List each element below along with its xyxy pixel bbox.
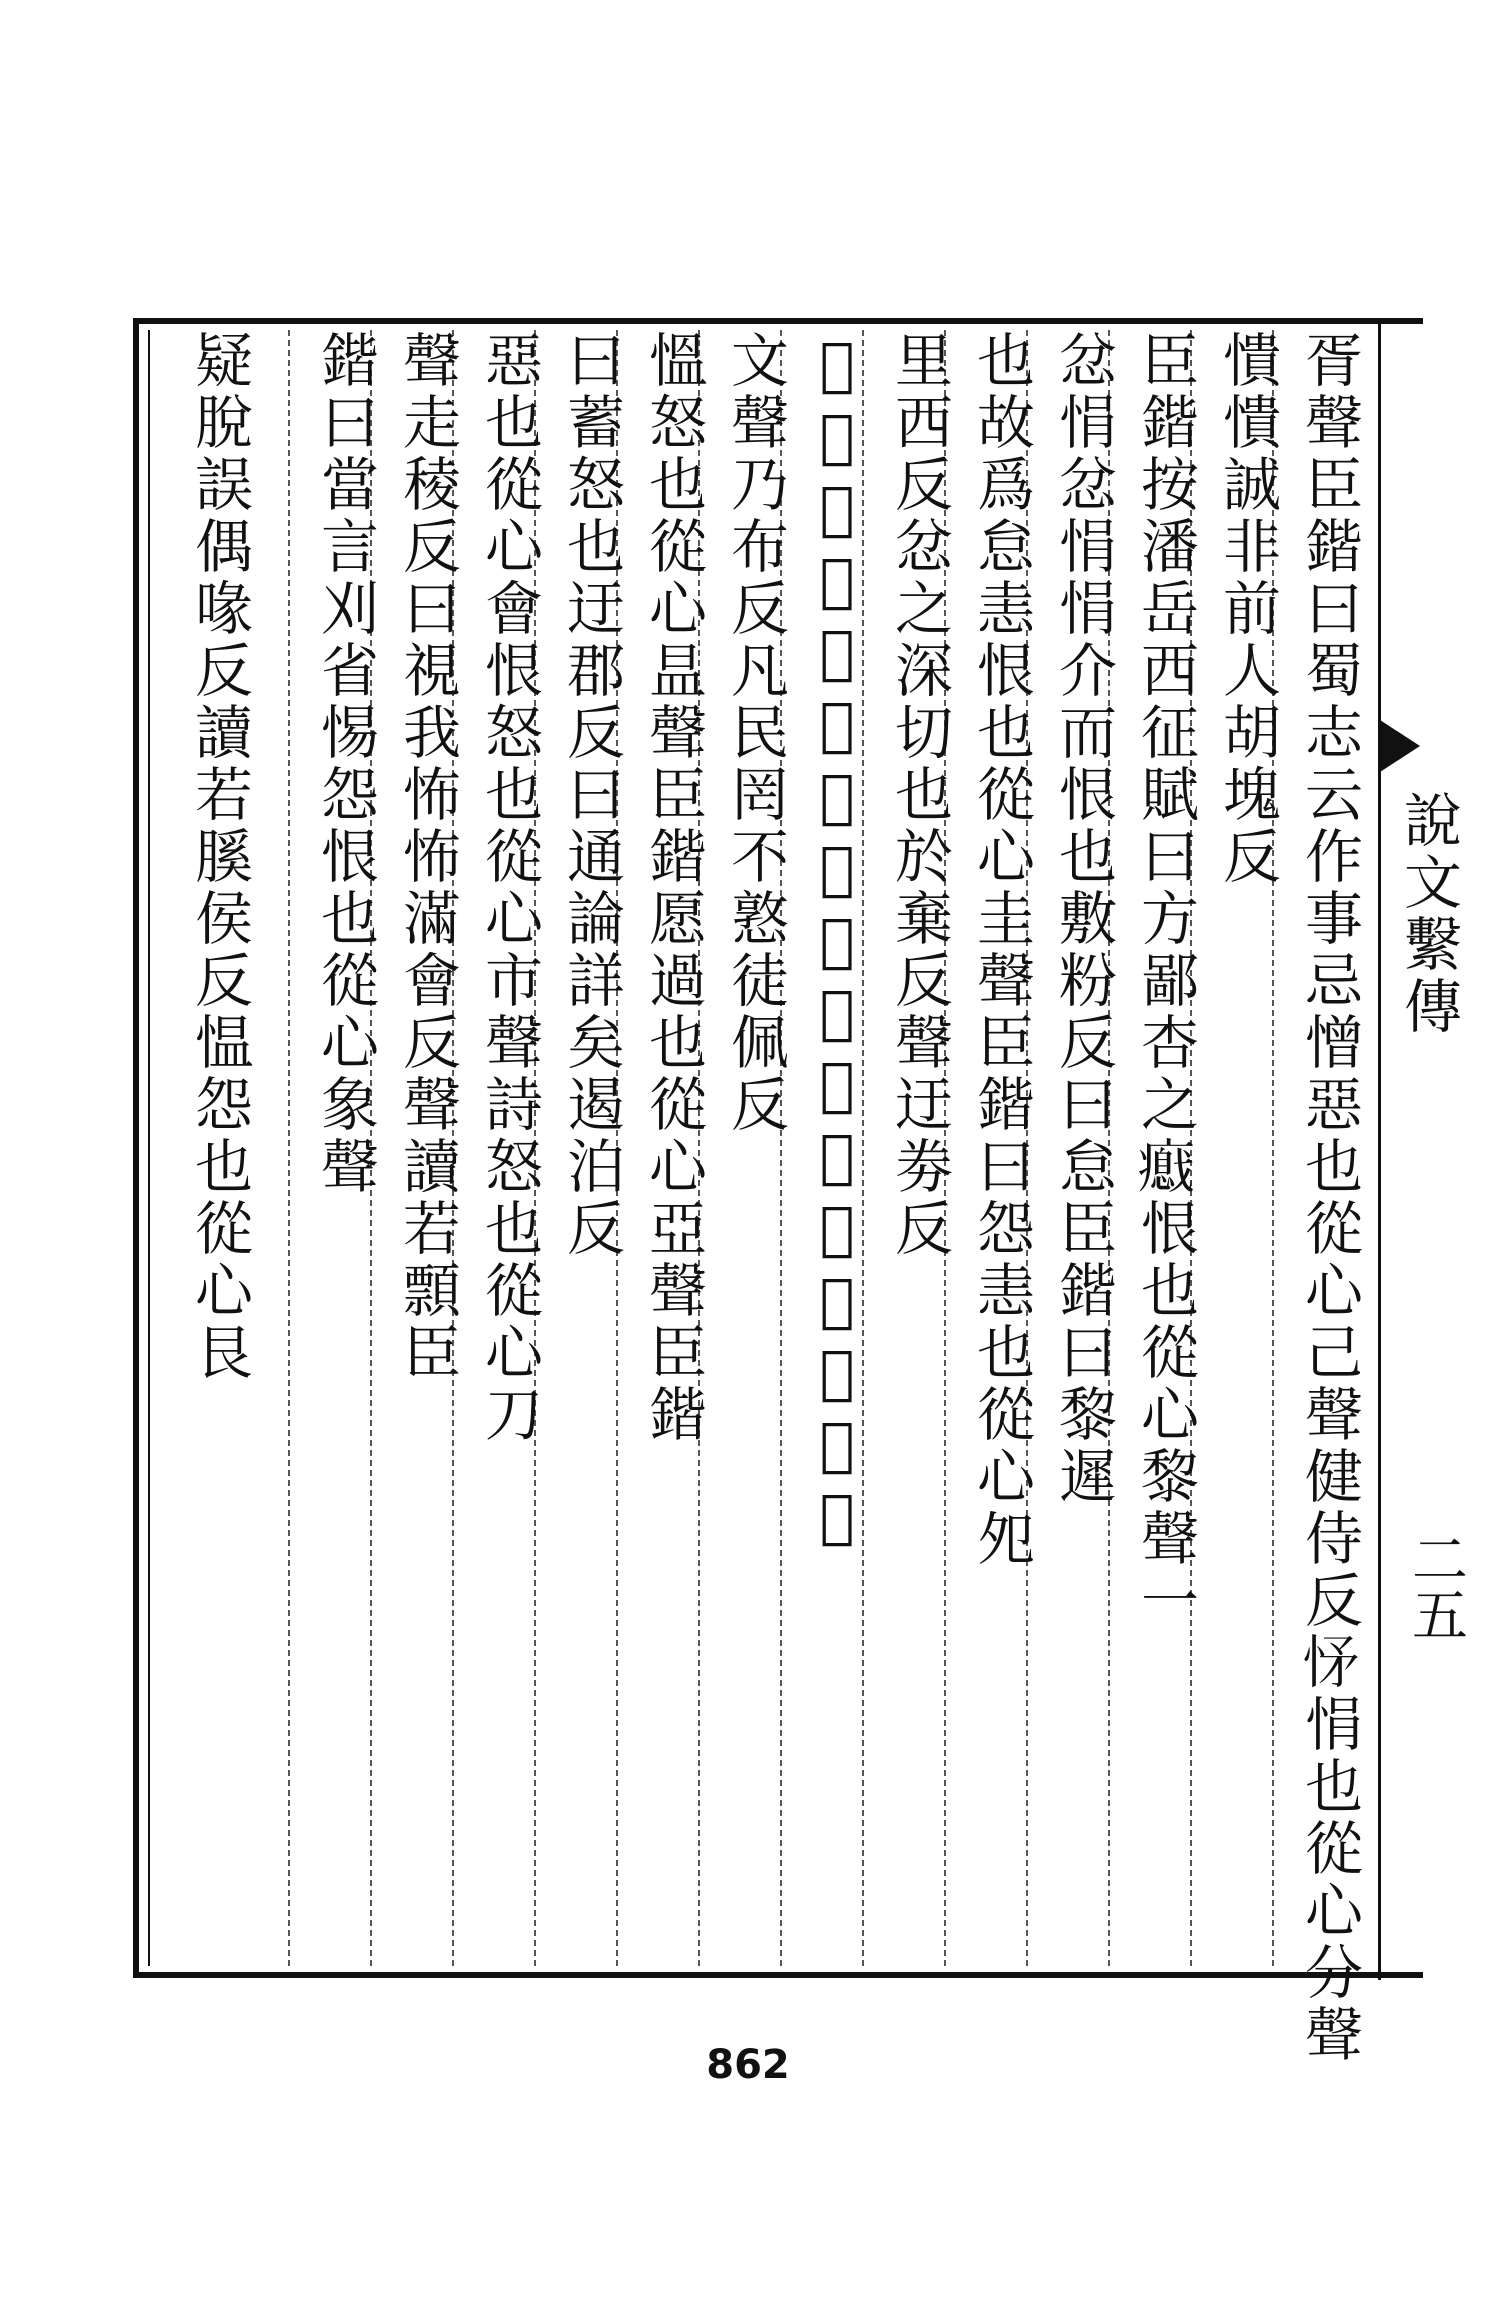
text-column: 疑脫誤偶喙反讀若膎侯反愠怨也從心艮 [185, 330, 253, 1384]
text-column: 鍇曰當言刈省惕怨恨也從心象聲 [311, 330, 379, 1198]
text-column: 𢗣古文恚也從心奴怨也從心敦聲周書曰 [803, 330, 871, 1554]
column-divider [288, 330, 290, 1966]
text-column: 臣鍇按潘岳西征賦曰方鄙杏之𤻦恨也從心黎聲一 [1131, 330, 1199, 1632]
text-column: 胥聲臣鍇曰蜀志云作事忌憎惡也從心己聲健侍反𢘕悁也從心分聲 [1295, 330, 1363, 2066]
text-column: 惡也從心會恨怒也從心市聲詩怒也從心刀 [475, 330, 543, 1446]
text-column: 慍怒也從心昷聲臣鍇愿過也從心亞聲臣鍇 [639, 330, 707, 1446]
margin-title: 說文繫傳 [1394, 790, 1462, 1038]
frame-inner-rule [148, 330, 150, 1966]
fishtail-mark-icon [1380, 720, 1420, 772]
text-column: 曰蓄怒也迂郡反曰通論詳矣遏泊反 [557, 330, 625, 1260]
text-column: 忿悁忿悁悁介而恨也敷粉反曰怠臣鍇曰黎遲 [1049, 330, 1117, 1508]
text-column: 憒憒誠非前人胡塊反 [1213, 330, 1281, 888]
text-column: 也故爲怠恚恨也從心圭聲臣鍇曰怨恚也從心夗 [967, 330, 1035, 1570]
text-column: 里西反忿之深切也於棄反聲迂劵反 [885, 330, 953, 1260]
page-margin-strip [1378, 320, 1468, 1980]
page-number: 862 [706, 2042, 790, 2088]
margin-folio: 二五 [1403, 1530, 1468, 1642]
text-column: 文聲乃布反凡民罔不憝徒佩反 [721, 330, 789, 1136]
text-column: 聲走稜反曰視我怖怖滿會反聲讀若顠臣 [393, 330, 461, 1384]
